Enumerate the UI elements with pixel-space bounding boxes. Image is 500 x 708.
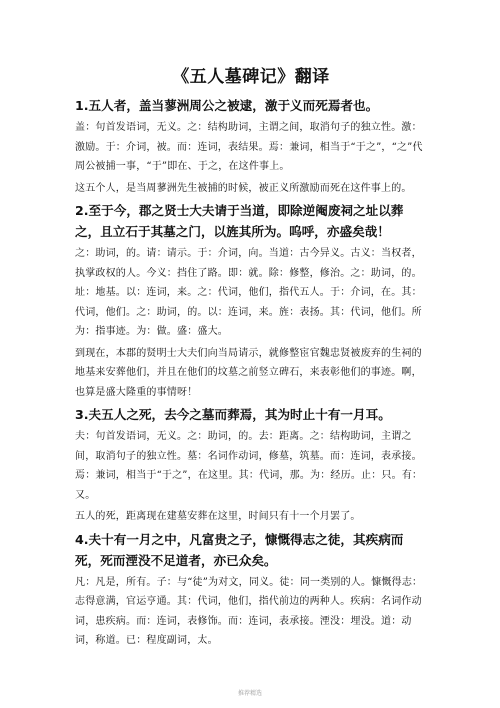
section-3 [75,404,427,527]
section-notes: 之：助词，的。请：请示。于：介词，向。当道：古今异义。古义：当权者，执掌政权的人。今义：挡住了路。即：就。除：修整，修治。之：助词，的。址：地基。以：连词，来。之：代词，他们，指代五人。于：介词，在。其：代词，他们。之：助词，的。以：连词，来。旌：表扬。其：代词，他们。所为：指事迹。为：做。盛：盛大。 [75,248,422,337]
page-title: 《五人墓碑记》翻译 [172,67,330,87]
section-heading: 4.夫十有一月之中，凡富贵之子，慷慨得志之徒，其疾病而死，死而湮没不足道者，亦已众矣。 [75,531,404,568]
section-translation: 五人的死，距离现在建墓安葬在这里，时间只有十一个月罢了。 [75,511,361,522]
section-heading: 1.五人者，盖当蓼洲周公之被逮，激于义而死焉者也。 [75,98,379,113]
page-footer: 推荐精选 [237,690,262,697]
section-4 [75,529,427,651]
section-translation: 这五个人，是当周蓼洲先生被捕的时候，被正义所激励而死在这件事上的。 [75,182,412,194]
section-notes: 夫：句首发语词，无义。之：助词，的。去：距离。之：结构助词，主谓之间，取消句子的独立性。墓：名词作动词，修墓，筑墓。而：连词，表承接。焉：兼词，相当于“于之”，在这里。其：代词，那。为：经历。止：只。有：又。 [75,431,423,501]
section-heading: 3.夫五人之死，去今之墓而葬焉，其为时止十有一月耳。 [75,407,391,422]
document-page [75,62,427,653]
section-notes: 盖：句首发语词，无义。之：结构助词，主谓之间，取消句子的独立性。激：激励。于：介词，被。而：连词，表结果。焉：兼词，相当于“于之”，“之”代周公被捕一事，“于”即在、于之，在这件事上。 [75,122,423,172]
section-heading: 2.至于今，郡之贤士大夫请于当道，即除逆阉废祠之址以葬之，且立石于其墓之门，以旌其所为。呜呼，亦盛矣哉！ [75,203,404,239]
section-1 [75,95,427,198]
section-notes: 凡：凡是，所有。子：与“徒”为对文，同义。徒：同一类别的人。慷慨得志：志得意满，官运亨通。其：代词，他们，指代前边的两种人。疾病：名词作动词，患疾病。而：连词，表修饰。而：连词，表承接。湮没：埋没。道：动词，称道。已：程度副词，太。 [75,576,423,646]
section-2 [75,200,427,402]
section-translation: 到现在，本郡的贤明士大夫们向当局请示，就修整宦官魏忠贤被废弃的生祠的地基来安葬他们，并且在他们的坟墓之前竖立碑石，来表彰他们的事迹。啊，也算是盛大隆重的事情呀！ [75,347,422,398]
